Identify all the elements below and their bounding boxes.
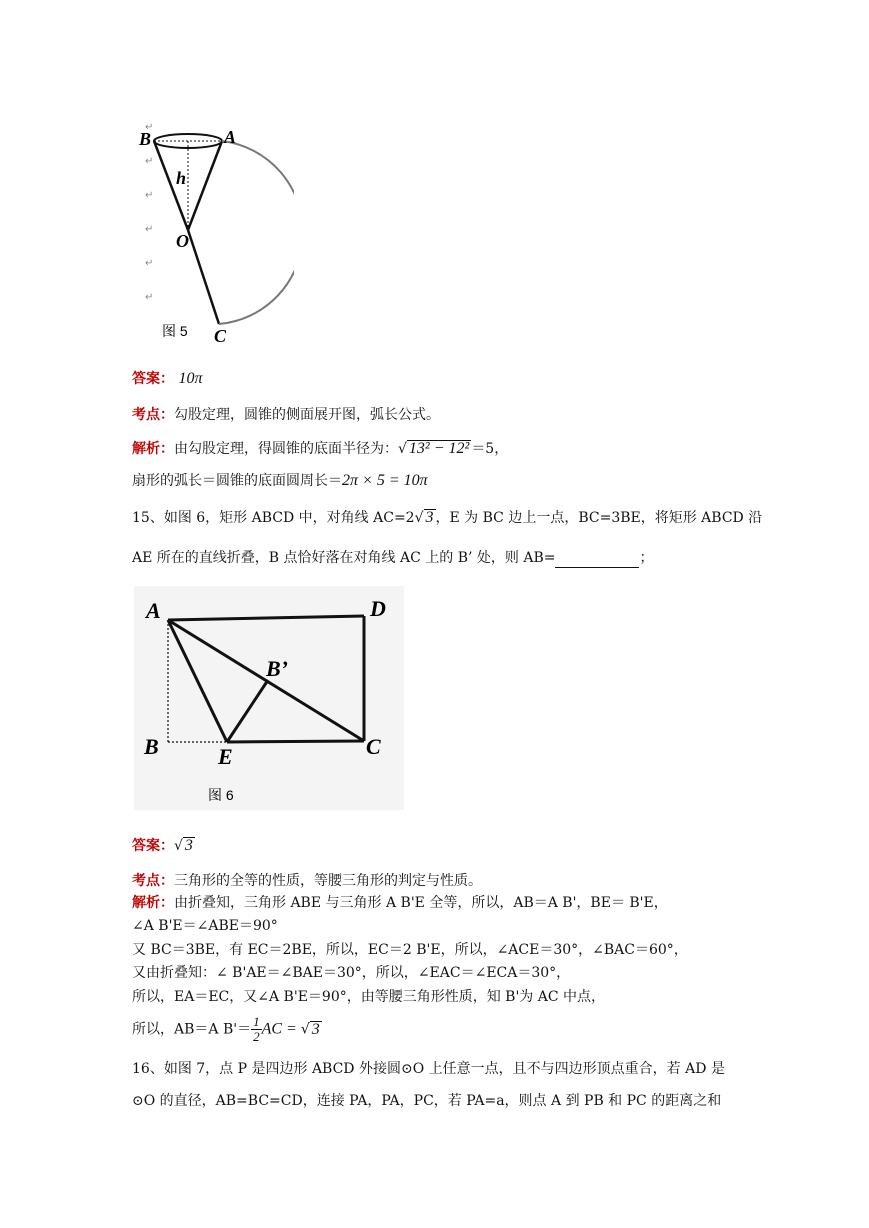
label-h: h [176,168,187,188]
q15-analysis-line-2 [132,916,278,936]
analysis-text: 由勾股定理，得圆锥的底面半径为： [174,441,398,457]
label-b-prime: B’ [266,656,288,681]
q15-analysis-line-4 [132,963,570,983]
q14-topic-line: 考点：勾股定理，圆锥的侧面展开图，弧长公式。 [132,407,440,423]
svg-text:↵: ↵ [145,156,154,167]
q15-stem-line-2 [132,548,653,568]
q16-stem-line-1 [132,1059,725,1079]
analysis-text: 又由折叠知：∠ B'AE＝∠BAE＝30°，所以，∠EAC＝∠ECA＝30°， [132,965,571,981]
segment-ec [227,741,364,742]
label-b: B [139,129,152,149]
analysis-label: 解析 [132,895,160,911]
label-d: D [370,596,386,621]
q15-answer-line: 答案：√ 3 [132,837,193,854]
figure-6 [134,586,404,810]
sector-arc [219,141,294,324]
answer-blank [555,553,639,568]
sqrt-expression: 13² − 12² [408,440,470,457]
label-a: A [146,598,161,623]
stem-text: 15、如图 6，矩形 ABCD 中，对角线 AC=2 [132,510,415,526]
answer-value: 10π [178,370,203,387]
svg-text:↵: ↵ [145,190,154,201]
q15-topic-line: 考点：三角形的全等的性质，等腰三角形的判定与性质。 [132,873,482,889]
q14-answer-line: 答案： 10π [132,370,203,387]
arc-length-formula: 2π × 5 = 10π [342,472,428,489]
sqrt-3: 3 [425,509,434,526]
fraction-numerator: 1 [253,1014,260,1029]
q15-stem-line-1: 15、如图 6，矩形 ABCD 中，对角线 AC=2√ 3 ，E 为 BC 边上一点，BC=3BE，将矩形 ABCD 沿 [132,509,763,526]
cone-right-edge [188,141,222,230]
topic-text: 勾股定理，圆锥的侧面展开图，弧长公式。 [174,407,440,423]
analysis-text: ∠A B'E＝∠ABE＝90° [132,918,278,934]
q14-analysis-line-1: 解析：由勾股定理，得圆锥的底面半径为：√ 13² − 12² ＝5， [132,440,509,457]
stem-text: AE 所在的直线折叠，B 点恰好落在对角线 AC 上的 B’ 处，则 AB= [132,550,556,566]
svg-text:↵: ↵ [145,292,154,303]
q15-analysis-line-6: 所以，AB＝A B'＝ $\frac{1}{2}$ AC = √ 3 [132,1014,320,1044]
fraction-one-half [251,1015,262,1044]
svg-text:↵: ↵ [145,122,154,133]
answer-value: 3 [184,837,193,854]
q14-analysis-line-2 [132,471,428,491]
q15-analysis-line-1: 解析：由折叠知，三角形 ABE 与三角形 A B'E 全等，所以，AB＝A B'，BE＝ B'E， [132,895,668,911]
sqrt-3: 3 [311,1020,320,1038]
figure-6-caption: 图 6 [208,787,234,803]
stem-text: 16、如图 7，点 P 是四边形 ABCD 外接圆⊙O 上任意一点，且不与四边形顶点重合，若 AD 是 [132,1061,725,1077]
topic-text: 三角形的全等的性质，等腰三角形的判定与性质。 [174,873,482,889]
answer-label: 答案 [132,838,160,854]
q16-stem-line-2 [132,1091,721,1111]
svg-text:↵: ↵ [145,224,154,235]
analysis-text: 所以，EA＝EC，又∠A B'E＝90°，由等腰三角形性质，知 B'为 AC 中点， [132,989,606,1005]
analysis-text: ＝5， [471,441,509,457]
label-o: O [176,231,189,251]
analysis-text: 所以，AB＝A B'＝ [132,1021,252,1038]
sector-radius-oc [188,230,219,324]
answer-label: 答案 [132,371,160,387]
math-text: AC = [261,1020,301,1038]
analysis-text: 扇形的弧长＝圆锥的底面圆周长＝ [132,473,342,489]
q15-analysis-line-3 [132,940,688,960]
figure-5 [134,112,294,352]
paragraph-marks [145,122,153,303]
figure-5-caption: 图 5 [162,323,188,339]
stem-text: ，E 为 BC 边上一点，BC=3BE，将矩形 ABCD 沿 [435,510,763,526]
fraction-denominator: 2 [253,1029,260,1044]
topic-label: 考点 [132,407,160,423]
label-c: C [366,734,381,759]
stem-text: ⊙O 的直径，AB=BC=CD，连接 PA，PA，PC，若 PA=a，则点 A 到 PB 和 PC 的距离之和 [132,1093,722,1109]
svg-text:↵: ↵ [145,258,154,269]
analysis-text: 由折叠知，三角形 ABE 与三角形 A B'E 全等，所以，AB＝A B'，BE＝ B'E， [174,895,668,911]
label-a: A [224,127,237,147]
label-c: C [214,326,227,346]
stem-text: ； [639,550,654,566]
analysis-text: 又 BC＝3BE，有 EC＝2BE，所以，EC＝2 B'E，所以，∠ACE＝30°，∠BAC＝60°， [132,942,688,958]
label-b: B [144,734,159,759]
label-e: E [218,744,233,769]
q15-analysis-line-5 [132,987,605,1007]
analysis-label: 解析 [132,441,160,457]
topic-label: 考点 [132,873,160,889]
